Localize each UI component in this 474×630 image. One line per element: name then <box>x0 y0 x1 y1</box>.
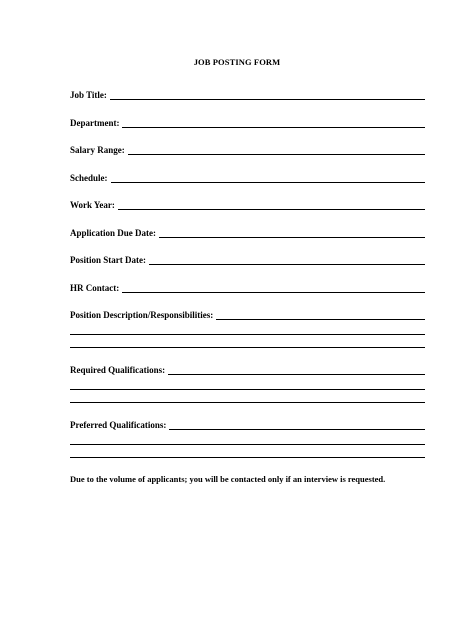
field-label: Department: <box>70 118 120 128</box>
footer-note: Due to the volume of applicants; you will be contacted only if an interview is requested. <box>70 474 386 484</box>
page-title: JOB POSTING FORM <box>193 57 281 67</box>
field-department <box>70 118 425 129</box>
application-due-date-blank-line[interactable] <box>159 236 425 238</box>
hr-contact-blank-line[interactable] <box>122 291 425 293</box>
field-work-year <box>70 200 425 211</box>
field-position-description <box>70 310 425 321</box>
field-label: Job Title: <box>70 90 107 100</box>
work-year-blank-line[interactable] <box>118 208 425 210</box>
required-qualifications-extra-line[interactable] <box>70 402 425 403</box>
field-required-qualifications <box>70 365 425 376</box>
field-job-title <box>70 90 425 101</box>
field-label: Salary Range: <box>70 145 125 155</box>
schedule-blank-line[interactable] <box>111 181 425 183</box>
field-schedule <box>70 173 425 184</box>
position-description-extra-line[interactable] <box>70 347 425 348</box>
field-label: Schedule: <box>70 173 108 183</box>
preferred-qualifications-extra-line[interactable] <box>70 457 425 458</box>
field-label: Position Description/Responsibilities: <box>70 310 214 320</box>
field-label: Application Due Date: <box>70 228 156 238</box>
field-salary-range <box>70 145 425 156</box>
salary-range-blank-line[interactable] <box>128 153 425 155</box>
field-hr-contact <box>70 283 425 294</box>
field-label: Preferred Qualifications: <box>70 420 167 430</box>
position-description-extra-line[interactable] <box>70 334 425 335</box>
preferred-qualifications-blank-line[interactable] <box>169 428 425 430</box>
field-position-start-date <box>70 255 425 266</box>
job-title-blank-line[interactable] <box>110 98 425 100</box>
field-label: Required Qualifications: <box>70 365 166 375</box>
field-application-due-date <box>70 228 425 239</box>
required-qualifications-extra-line[interactable] <box>70 389 425 390</box>
field-label: HR Contact: <box>70 283 120 293</box>
department-blank-line[interactable] <box>122 126 425 128</box>
preferred-qualifications-extra-line[interactable] <box>70 444 425 445</box>
position-start-date-blank-line[interactable] <box>149 263 425 265</box>
required-qualifications-blank-line[interactable] <box>168 373 425 375</box>
field-label: Position Start Date: <box>70 255 146 265</box>
field-preferred-qualifications <box>70 420 425 431</box>
position-description-blank-line[interactable] <box>216 318 425 320</box>
field-label: Work Year: <box>70 200 115 210</box>
